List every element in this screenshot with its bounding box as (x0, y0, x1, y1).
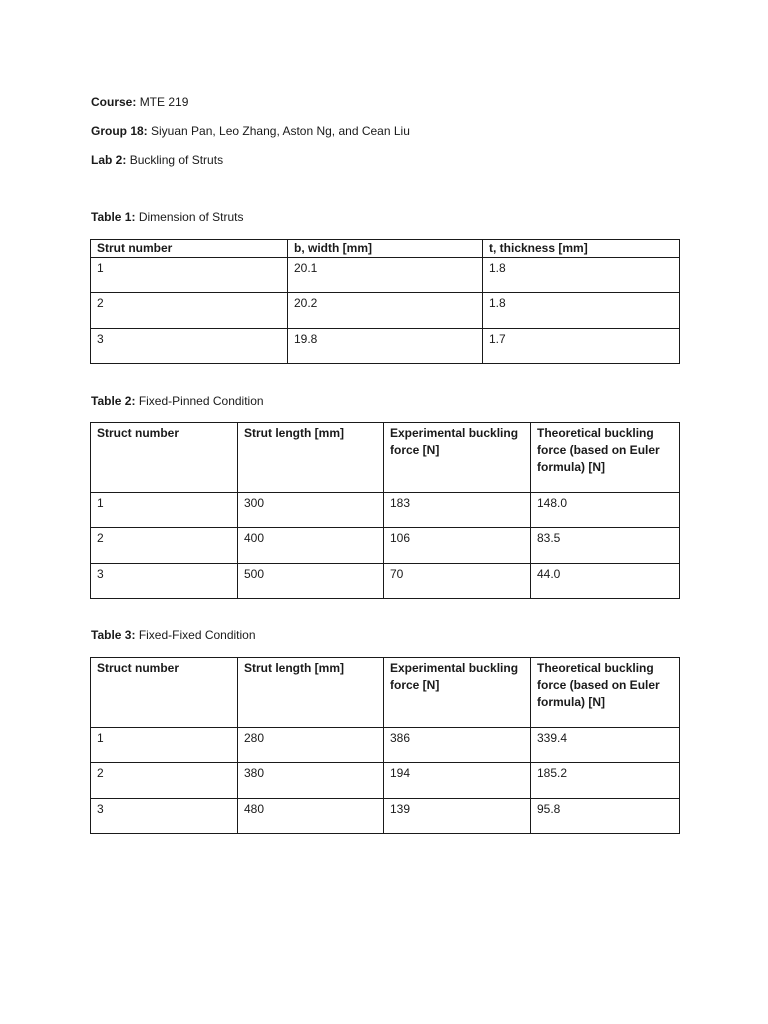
table-cell: 2 (91, 763, 238, 799)
table-row (91, 728, 680, 763)
table-cell: 1 (91, 728, 238, 763)
lab-line (91, 152, 223, 168)
lab-value: Buckling of Struts (129, 153, 224, 167)
table-header-row (91, 423, 680, 493)
table2-caption-label: Table 2: (91, 394, 136, 408)
table-cell: 1 (91, 258, 288, 293)
table-row (91, 528, 680, 564)
table-cell: 280 (238, 728, 384, 763)
table-row (91, 763, 680, 799)
table-row (91, 799, 680, 834)
course-line (91, 94, 188, 110)
table-row (91, 564, 680, 599)
table-cell: 20.1 (288, 258, 483, 293)
table-header-cell: b, width [mm] (288, 240, 483, 258)
table-header-cell: Experimental buckling force [N] (384, 658, 531, 728)
table-header-cell: t, thickness [mm] (483, 240, 680, 258)
table-row (91, 258, 680, 293)
table-cell: 300 (238, 493, 384, 528)
table-header-cell: Struct number (91, 423, 238, 493)
table1-caption-value: Dimension of Struts (138, 210, 244, 224)
table-cell: 339.4 (531, 728, 680, 763)
table-cell: 1.8 (483, 293, 680, 329)
table-cell: 3 (91, 799, 238, 834)
table-header-cell: Strut length [mm] (238, 423, 384, 493)
table2 (90, 422, 680, 599)
table1-caption-label: Table 1: (91, 210, 136, 224)
table-cell: 70 (384, 564, 531, 599)
table-cell: 20.2 (288, 293, 483, 329)
table-cell: 386 (384, 728, 531, 763)
table-cell: 1.8 (483, 258, 680, 293)
table-header-cell: Experimental buckling force [N] (384, 423, 531, 493)
table-header-cell: Theoretical buckling force (based on Euler formula) [N] (531, 658, 680, 728)
table3-caption (91, 627, 256, 643)
table-cell: 2 (91, 528, 238, 564)
table-cell: 148.0 (531, 493, 680, 528)
table1-caption (91, 209, 244, 225)
table-cell: 44.0 (531, 564, 680, 599)
table3-caption-value: Fixed-Fixed Condition (138, 628, 256, 642)
table-cell: 1.7 (483, 329, 680, 364)
course-label: Course: (91, 95, 137, 109)
table-cell: 185.2 (531, 763, 680, 799)
course-value: MTE 219 (139, 95, 189, 109)
table-cell: 194 (384, 763, 531, 799)
table-header-cell: Strut length [mm] (238, 658, 384, 728)
table-cell: 480 (238, 799, 384, 834)
group-line (91, 123, 410, 139)
table-header-row (91, 658, 680, 728)
table-header-row (91, 240, 680, 258)
table2-caption (91, 393, 264, 409)
table-row (91, 493, 680, 528)
table-cell: 400 (238, 528, 384, 564)
table-cell: 380 (238, 763, 384, 799)
table-row (91, 293, 680, 329)
table-row (91, 329, 680, 364)
group-value: Siyuan Pan, Leo Zhang, Aston Ng, and Cean Liu (151, 124, 410, 138)
table-header-cell: Theoretical buckling force (based on Euler formula) [N] (531, 423, 680, 493)
table-cell: 19.8 (288, 329, 483, 364)
table-cell: 183 (384, 493, 531, 528)
table-cell: 106 (384, 528, 531, 564)
table3-caption-label: Table 3: (91, 628, 136, 642)
table-header-cell: Struct number (91, 658, 238, 728)
group-label: Group 18: (91, 124, 148, 138)
table-cell: 3 (91, 564, 238, 599)
table1 (90, 239, 680, 364)
table3 (90, 657, 680, 834)
table2-caption-value: Fixed-Pinned Condition (138, 394, 264, 408)
table-header-cell: Strut number (91, 240, 288, 258)
table-cell: 95.8 (531, 799, 680, 834)
table-cell: 139 (384, 799, 531, 834)
lab-label: Lab 2: (91, 153, 127, 167)
table-cell: 500 (238, 564, 384, 599)
table-cell: 1 (91, 493, 238, 528)
table-cell: 2 (91, 293, 288, 329)
table-cell: 3 (91, 329, 288, 364)
table-cell: 83.5 (531, 528, 680, 564)
